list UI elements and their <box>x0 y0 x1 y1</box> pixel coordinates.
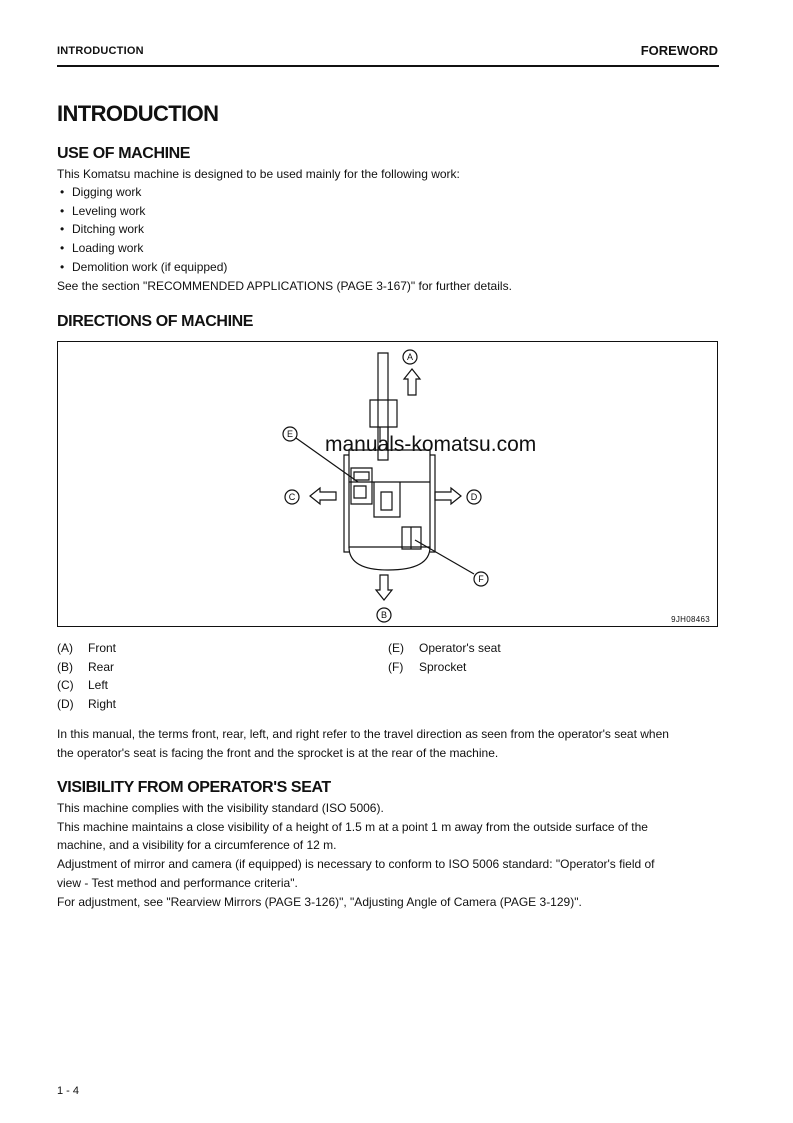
header-rule <box>57 65 719 67</box>
callout-d-label: D <box>470 492 478 502</box>
legend-label: Sprocket <box>419 659 467 674</box>
legend-key: (E) <box>388 641 404 655</box>
callout-a-label: A <box>406 352 414 362</box>
arrow-left <box>310 488 336 504</box>
header-chapter: FOREWORD <box>640 43 718 58</box>
see-also: See the section "RECOMMENDED APPLICATIONS (PAGE 3-167)" for further details. <box>57 279 512 293</box>
note-line: In this manual, the terms front, rear, left, and right refer to the travel direction as seen from the operator's seat when <box>57 727 669 741</box>
visibility-line: This machine maintains a close visibility of a height of 1.5 m at a point 1 m away from the outside surface of the <box>57 819 648 834</box>
legend-label: Front <box>88 641 117 655</box>
legend-row <box>57 676 116 695</box>
legend-row <box>57 695 116 714</box>
machine-diagram <box>58 342 719 628</box>
list-item: • Ditching work <box>57 220 227 239</box>
figure-code: 9JH08463 <box>671 615 710 624</box>
legend-row <box>388 639 501 658</box>
use-of-machine-heading: USE OF MACHINE <box>57 145 191 162</box>
list-item: • Demolition work (if equipped) <box>57 258 227 277</box>
work-list <box>57 183 227 277</box>
leader-f <box>415 540 474 574</box>
visibility-heading: VISIBILITY FROM OPERATOR'S SEAT <box>57 779 331 796</box>
legend-row <box>57 658 116 677</box>
page-number: 1 - 4 <box>57 1085 80 1097</box>
arrow-rear <box>376 575 392 600</box>
watermark: manuals-komatsu.com <box>325 433 537 456</box>
visibility-line: machine, and a visibility for a circumference of 12 m. <box>57 838 337 853</box>
directions-heading: DIRECTIONS OF MACHINE <box>57 313 254 330</box>
callout-c-label: C <box>288 492 296 502</box>
legend-row <box>57 639 116 658</box>
legend-right <box>388 639 501 676</box>
legend-key: (F) <box>388 659 404 674</box>
callout-f-label: F <box>478 574 484 584</box>
boom-cylinder-shape <box>370 400 397 427</box>
legend-key: (C) <box>57 678 74 693</box>
legend-row <box>388 658 501 677</box>
page-title: INTRODUCTION <box>57 101 219 126</box>
directions-note <box>57 725 722 762</box>
arrow-right <box>435 488 461 504</box>
legend-key: (D) <box>57 697 74 712</box>
visibility-line: view - Test method and performance criteria". <box>57 875 298 890</box>
callout-e-label: E <box>286 429 294 439</box>
legend-key: (B) <box>57 659 73 674</box>
legend-label: Rear <box>88 659 115 674</box>
arrow-front <box>404 369 420 395</box>
list-item: • Digging work <box>57 183 227 202</box>
counterweight <box>349 547 430 570</box>
list-item: • Leveling work <box>57 202 227 221</box>
visibility-text <box>57 799 722 911</box>
visibility-line: This machine complies with the visibility standard (ISO 5006). <box>57 801 384 815</box>
directions-figure <box>57 341 718 627</box>
note-line: the operator's seat is facing the front and the sprocket is at the rear of the machine. <box>57 745 499 760</box>
legend-label: Right <box>88 697 117 712</box>
legend-key: (A) <box>57 641 73 655</box>
header-section: INTRODUCTION <box>57 45 144 57</box>
legend-left <box>57 639 116 714</box>
legend-label: Left <box>88 678 109 693</box>
list-item: • Loading work <box>57 239 227 258</box>
callout-b-label: B <box>380 610 388 620</box>
visibility-line: Adjustment of mirror and camera (if equipped) is necessary to conform to ISO 5006 standard: "Operator's field of <box>57 857 655 872</box>
use-intro: This Komatsu machine is designed to be used mainly for the following work: <box>57 167 460 181</box>
legend-label: Operator's seat <box>419 641 501 655</box>
visibility-line: For adjustment, see "Rearview Mirrors (PAGE 3-126)", "Adjusting Angle of Camera (PAGE 3-129)". <box>57 894 582 909</box>
